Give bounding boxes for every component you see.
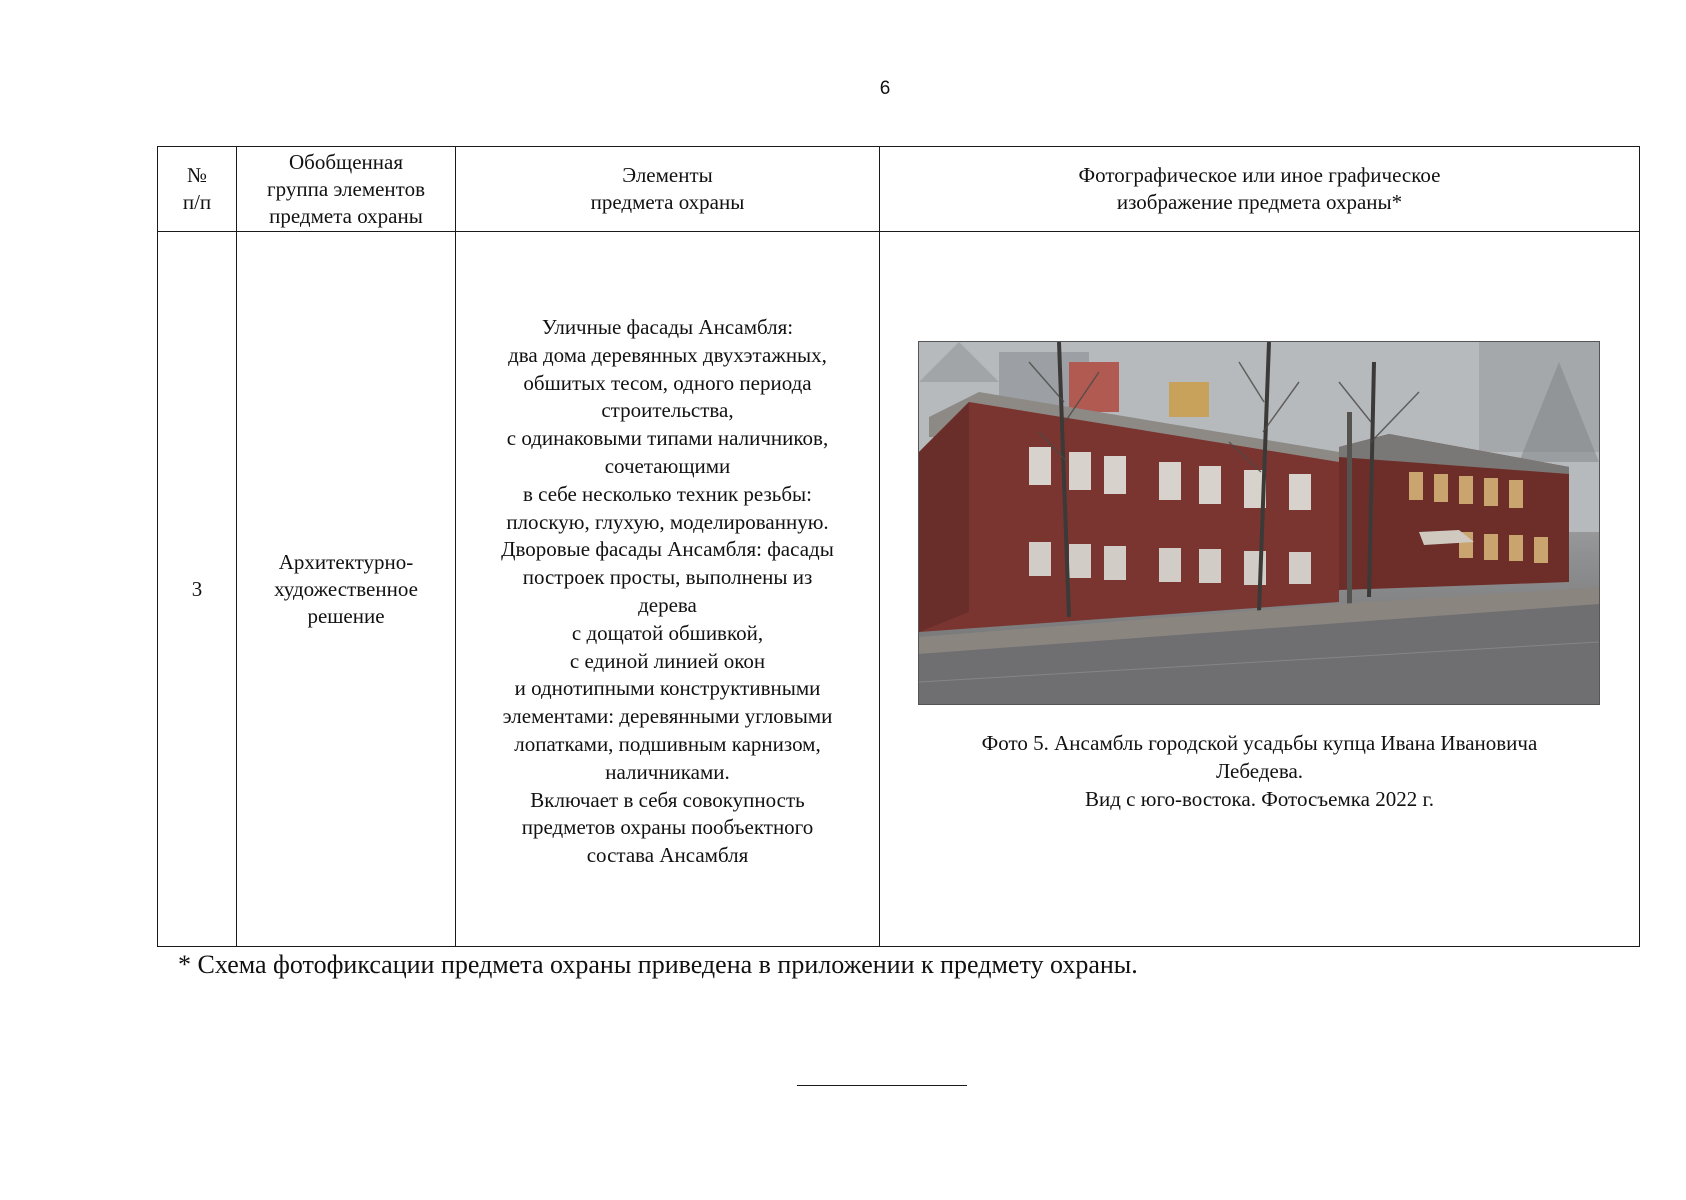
ensemble-photo bbox=[918, 341, 1600, 705]
footnote: * Схема фотофиксации предмета охраны приведена в приложении к предмету охраны. bbox=[178, 950, 1138, 979]
header-number: № п/п bbox=[158, 147, 237, 232]
row-elements: Уличные фасады Ансамбля: два дома деревянных двухэтажных, обшитых тесом, одного периода строительства, с одинаковыми типами наличников, сочетающими в себе несколько техник резьбы: плоскую, глухую, моделированную. Дворовые фасады Ансамбля: фасады построек просты, выполнены из дерева с дощатой обшивкой, с единой линией окон и однотипными конструктивными элементами: деревянными угловыми лопатками, подшивным карнизом, наличниками. Включает в себя совокупность предметов охраны пообъектного состава Ансамбля bbox=[456, 232, 880, 947]
row-photo-cell bbox=[880, 232, 1640, 947]
row-group: Архитектурно- художественное решение bbox=[237, 232, 456, 947]
header-group: Обобщенная группа элементов предмета охраны bbox=[237, 147, 456, 232]
header-elements: Элементы предмета охраны bbox=[456, 147, 880, 232]
ensemble-photo-drawing bbox=[919, 342, 1599, 704]
table-row bbox=[158, 232, 1640, 947]
protection-table bbox=[157, 146, 1640, 947]
end-divider bbox=[797, 1085, 967, 1086]
photo-caption: Фото 5. Ансамбль городской усадьбы купца Ивана Ивановича Лебедева. Вид с юго-востока. Фотосъемка 2022 г. bbox=[981, 731, 1538, 811]
header-image: Фотографическое или иное графическое изображение предмета охраны* bbox=[880, 147, 1640, 232]
table-header-row bbox=[158, 147, 1640, 232]
row-number: 3 bbox=[158, 232, 237, 947]
page-number: 6 bbox=[879, 78, 891, 99]
